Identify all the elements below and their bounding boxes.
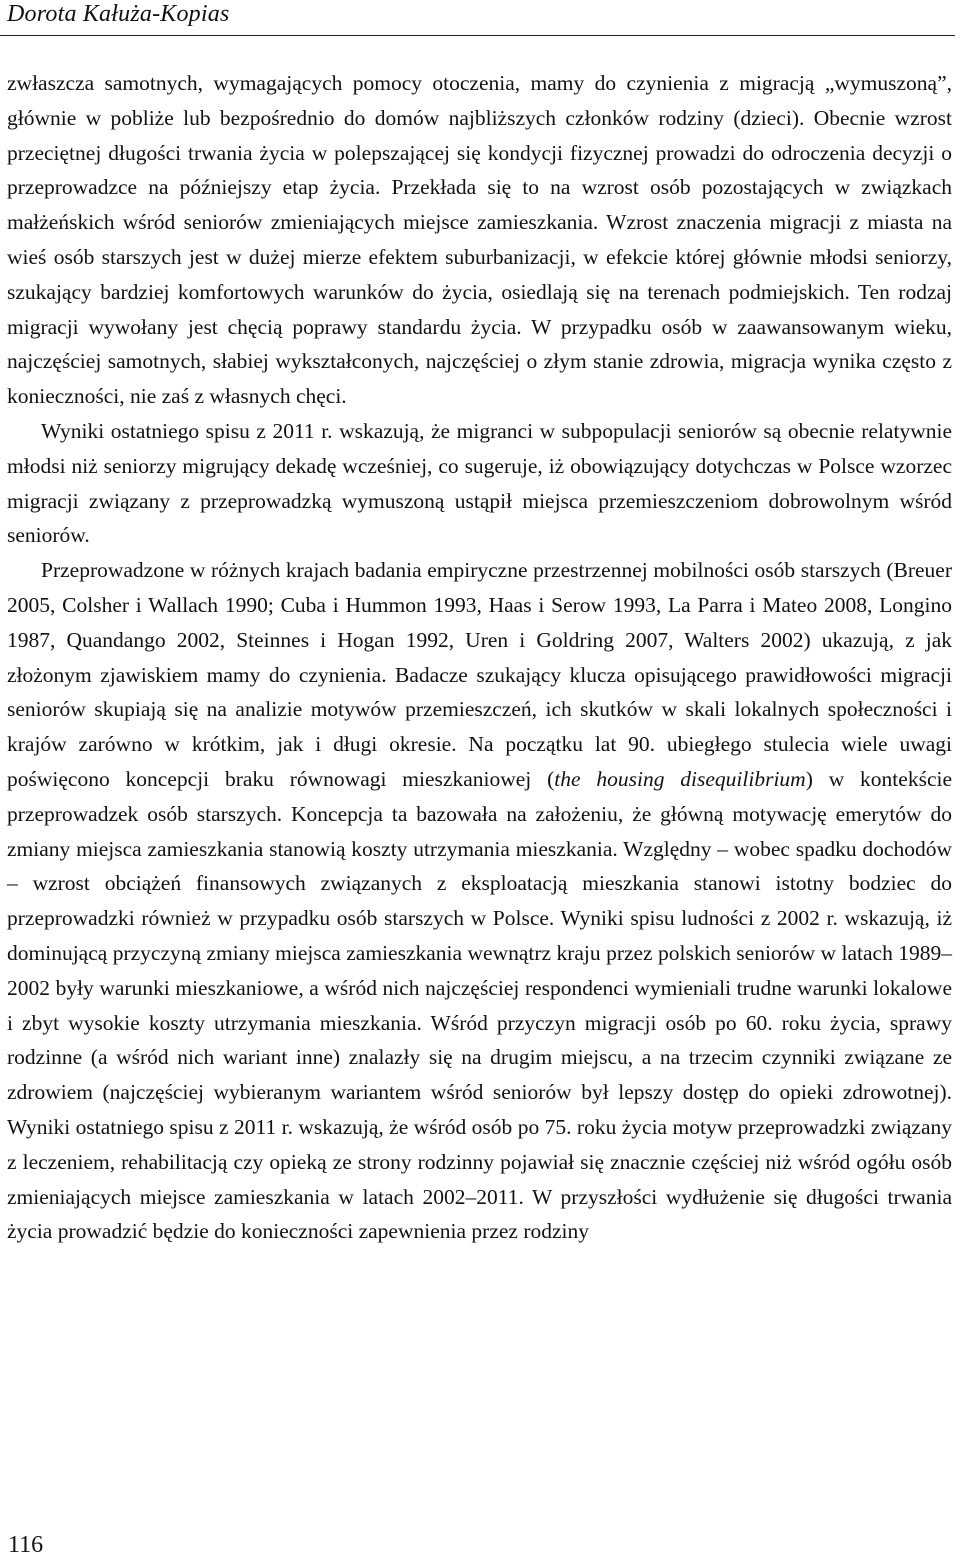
paragraph-3-text-b: ) w kontekście przeprowadzek osób starszych. Koncepcja ta bazowała na założeniu, że główną motywację emerytów do zmiany miejsca zamieszkania stanowią koszty utrzymania mieszkania. Względny – wobec spadku dochodów – wzrost obciążeń finansowych związanych z eksploatacją mieszkania stanowi istotny bodziec do przeprowadzki również w przypadku osób starszych w Polsce. Wyniki spisu ludności z 2002 r. wskazują, iż dominującą przyczyną zmiany miejsca zamieszkania wewnątrz kraju przez polskich seniorów w latach 1989–2002 były warunki mieszkaniowe, a wśród nich najczęściej respondenci wymieniali trudne warunki lokalowe i zbyt wysokie koszty utrzymania mieszkania. Wśród przyczyn migracji osób po 60. roku życia, sprawy rodzinne (a wśród nich wariant inne) znalazły się na drugim miejscu, a na trzecim czynniki związane ze zdrowiem (najczęściej wybieranym wariantem wśród seniorów był lepszy dostęp do opieki zdrowotnej). Wyniki ostatniego spisu z 2011 r. wskazują, że wśród osób po 75. roku życia motyw przeprowadzki związany z leczeniem, rehabilitacją czy opieką ze strony rodzinny pojawiał się znacznie częściej niż wśród ogółu osób zmieniających miejsce zamieszkania w latach 2002–2011. W przyszłości wydłużenie się długości trwania życia prowadzić będzie do konieczności zapewnienia przez rodziny — [7, 766, 952, 1244]
header-rule — [0, 35, 955, 36]
running-header-author: Dorota Kałuża-Kopias — [7, 1, 230, 27]
body-text — [7, 66, 952, 1249]
paragraph-3-text-a: Przeprowadzone w różnych krajach badania empiryczne przestrzennej mobilności osób starszych (Breuer 2005, Colsher i Wallach 1990; Cuba i Hummon 1993, Haas i Serow 1993, La Parra i Mateo 2008, Longino 1987, Quandango 2002, Steinnes i Hogan 1992, Uren i Goldring 2007, Walters 2002) ukazują, z jak złożonym zjawiskiem mamy do czynienia. Badacze szukający klucza opisującego prawidłowości migracji seniorów skupiają się na analizie motywów przemieszczeń, ich skutków w skali lokalnych społeczności i krajów zarówno w krótkim, jak i długi okresie. Na początku lat 90. ubiegłego stulecia wiele uwagi poświęcono koncepcji braku równowagi mieszkaniowej ( — [7, 558, 952, 791]
paragraph-2 — [7, 414, 952, 553]
paragraph-3-italic-term: the housing disequilibrium — [554, 766, 806, 791]
paragraph-2-text: Wyniki ostatniego spisu z 2011 r. wskazują, że migranci w subpopulacji seniorów są obecnie relatywnie młodsi niż seniorzy migrujący dekadę wcześniej, co sugeruje, iż obowiązujący dotychczas w Polsce wzorzec migracji związany z przeprowadzką wymuszoną ustąpił miejsca przemieszczeniom dobrowolnym wśród seniorów. — [7, 418, 952, 548]
paragraph-1 — [7, 66, 952, 414]
paragraph-1-text: zwłaszcza samotnych, wymagających pomocy otoczenia, mamy do czynienia z migracją „wymuszoną”, głównie w pobliże lub bezpośrednio do domów najbliższych członków rodziny (dzieci). Obecnie wzrost przeciętnej długości trwania życia w polepszającej się kondycji fizycznej prowadzi do odroczenia decyzji o przeprowadzce na późniejszy etap życia. Przekłada się to na wzrost osób pozostających w związkach małżeńskich wśród seniorów zmieniających miejsce zamieszkania. Wzrost znaczenia migracji z miasta na wieś osób starszych jest w dużej mierze efektem suburbanizacji, w efekcie której głównie młodsi seniorzy, szukający bardziej komfortowych warunków do życia, osiedlają się na terenach podmiejskich. Ten rodzaj migracji wywołany jest chęcią poprawy standardu życia. W przypadku osób w zaawansowanym wieku, najczęściej samotnych, słabiej wykształconych, najczęściej o złym stanie zdrowia, migracja wynika często z konieczności, nie zaś z własnych chęci. — [7, 71, 952, 409]
paragraph-3 — [7, 553, 952, 1249]
page-number: 116 — [8, 1532, 44, 1558]
